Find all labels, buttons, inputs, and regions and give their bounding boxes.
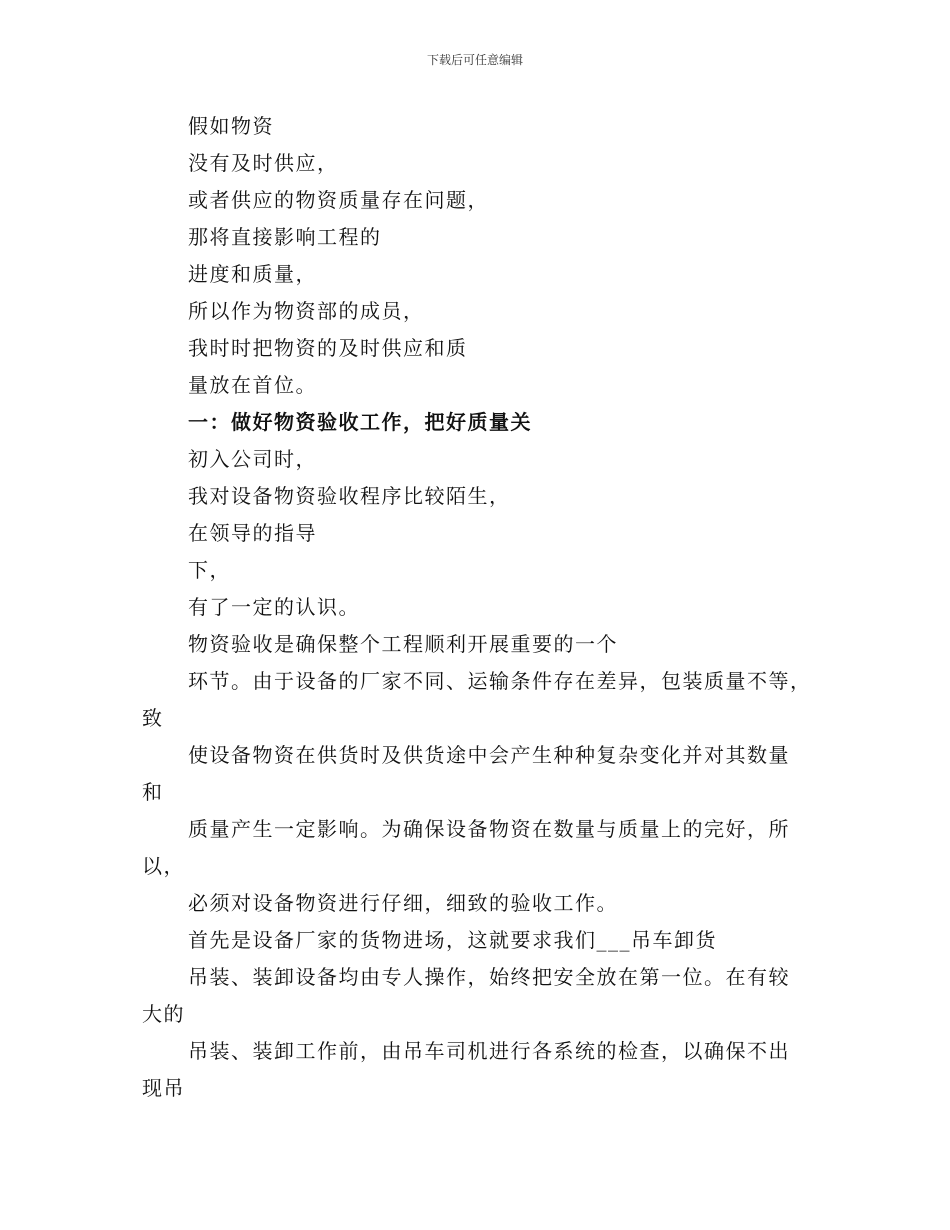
text-line: 吊装、装卸设备均由专人操作，始终把安全放在第一位。在有较 (188, 965, 790, 989)
text-line: 有了一定的认识。 (188, 595, 360, 619)
text-line-wrap: 大的 (142, 1002, 185, 1026)
text-line-wrap: 致 (142, 706, 164, 730)
text-line: 所以作为物资部的成员， (188, 299, 425, 323)
page-header: 下载后可任意编辑 (426, 53, 523, 67)
text-line: 量放在首位。 (188, 373, 317, 397)
text-line: 假如物资 (188, 114, 274, 138)
text-line: 没有及时供应， (188, 151, 339, 175)
text-line: 下， (188, 558, 231, 582)
text-line: 物资验收是确保整个工程顺利开展重要的一个 (188, 632, 618, 656)
document-body (142, 108, 842, 1107)
text-line: 我对设备物资验收程序比较陌生， (188, 484, 511, 508)
text-line: 使设备物资在供货时及供货途中会产生种种复杂变化并对其数量 (188, 743, 790, 767)
section-heading: 一：做好物资验收工作，把好质量关 (188, 410, 532, 434)
text-line: 初入公司时， (188, 447, 317, 471)
text-line: 吊装、装卸工作前，由吊车司机进行各系统的检查，以确保不出 (188, 1039, 790, 1063)
text-line: 必须对设备物资进行仔细，细致的验收工作。 (188, 891, 618, 915)
text-line: 首先是设备厂家的货物进场，这就要求我们___吊车卸货 (188, 928, 717, 952)
text-line: 或者供应的物资质量存在问题， (188, 188, 489, 212)
text-line: 环节。由于设备的厂家不同、运输条件存在差异，包装质量不等， (188, 669, 812, 693)
text-line: 我时时把物资的及时供应和质 (188, 336, 468, 360)
text-line-wrap: 现吊 (142, 1076, 185, 1100)
text-line: 进度和质量， (188, 262, 317, 286)
text-line-wrap: 和 (142, 780, 164, 804)
text-line-wrap: 以， (142, 854, 185, 878)
text-line: 质量产生一定影响。为确保设备物资在数量与质量上的完好，所 (188, 817, 790, 841)
text-line: 在领导的指导 (188, 521, 317, 545)
text-line: 那将直接影响工程的 (188, 225, 382, 249)
